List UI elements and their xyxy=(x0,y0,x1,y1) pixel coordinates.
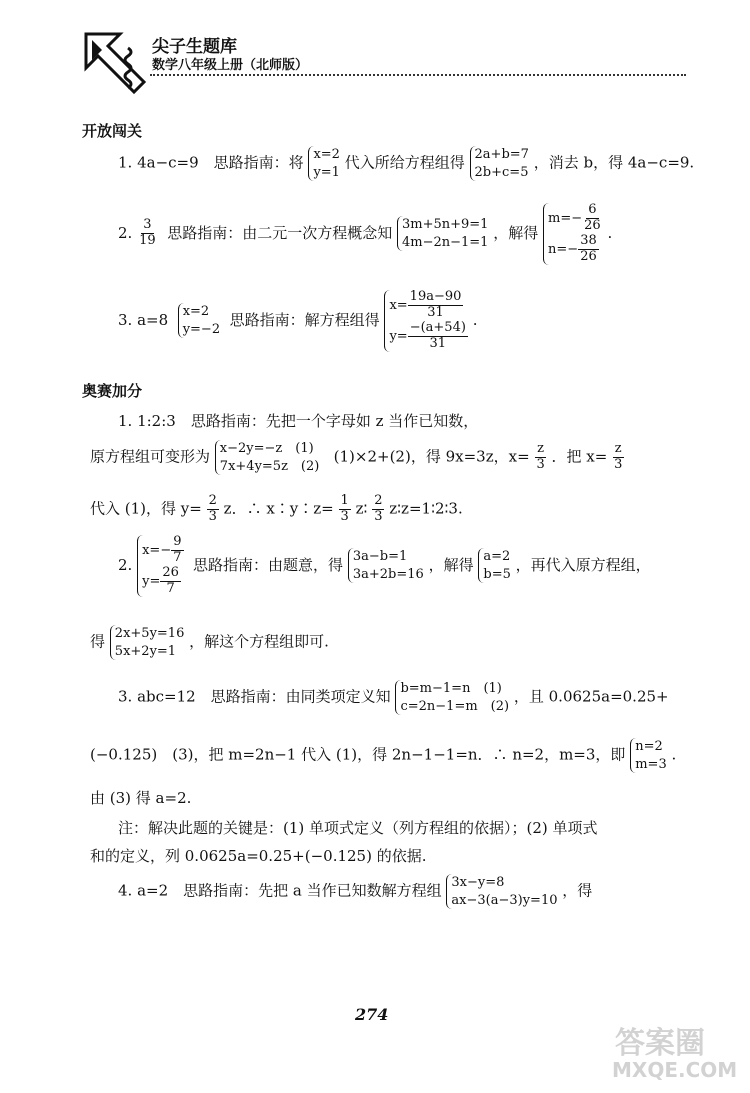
header-divider xyxy=(150,74,686,76)
equation-system: m=− $\frac{6}{26}$ n=− $\frac{38}{26}$ xyxy=(543,203,603,265)
note-line-2: 和的定义，列 0.0625a=0.25+(−0.125) 的依据. xyxy=(90,847,427,865)
equation-system: 2x+5y=16 5x+2y=1 xyxy=(110,625,185,660)
equation-system: a=2 b=5 xyxy=(478,548,511,583)
equation-system: x= $\frac{19a-90}{31}$ y= $\frac{-(a+54)}{31}$ xyxy=(384,290,467,352)
answer-1: 1. 4a−c=9 思路指南：将 x=2 y=1 代入所给方程组得 2a+b=7 2b+c=5 ，消去 b，得 4a−c=9. xyxy=(118,147,695,180)
olympiad-2-cont: 得 2x+5y=16 5x+2y=1 ，解这个方程组即可. xyxy=(90,626,329,659)
section-heading-open: 开放闯关 xyxy=(82,122,143,140)
answer-2: 2. $\frac{3}{19}$ 思路指南：由二元一次方程概念知 3m+5n+9=1 4m−2n−1=1 ，解得 m=− $\frac{6}{26}$ n=− $\frac{38}{26}$ . xyxy=(118,202,613,264)
watermark-url: MXQE.COM xyxy=(612,1058,738,1082)
olympiad-2: 2. x=− $\frac{9}{7}$ y= $\frac{26}{7}$ 思路指南：由题意，得 3a−b=1 3a+2b=16 ，解得 a=2 b=5 ，再代入原方程组， xyxy=(118,534,651,596)
olympiad-3: 3. abc=12 思路指南：由同类项定义知 b=m−1=n (1) c=2n−1=m (2) ，且 0.0625a=0.25+ xyxy=(118,681,669,714)
watermark-logo: 答案圈 xyxy=(615,1026,705,1061)
equation-system: 3x−y=8 ax−3(a−3)y=10 xyxy=(446,874,557,909)
olympiad-3-cont: (−0.125) (3)，把 m=2n−1 代入 (1)，得 2n−1−1=n．∴ n=2，m=3，即 n=2 m=3 . xyxy=(90,739,677,772)
arrow-logo-icon xyxy=(78,28,148,118)
equation-system: x−2y=−z (1) 7x+4y=5z (2) xyxy=(215,440,320,475)
equation-system: 2a+b=7 2b+c=5 xyxy=(470,146,529,181)
olympiad-1-line-2: 原方程组可变形为 x−2y=−z (1) 7x+4y=5z (2) (1)×2+(2)，得 9x=3z，x= $\frac{z}{3}$ ．把 x= $\frac{z}{3}$ xyxy=(90,441,623,474)
olympiad-1-line-1: 1. 1:2:3 思路指南：先把一个字母如 z 当作已知数， xyxy=(118,412,479,430)
equation-system: x=2 y=−2 xyxy=(178,303,220,338)
olympiad-1-line-3: 代入 (1)，得 y= $\frac{2}{3}$ z．∴ x∶y∶z= $\frac{1}{3}$ z∶ $\frac{2}{3}$ z∶z=1∶2∶3. xyxy=(90,493,463,524)
page-number: 274 xyxy=(355,1005,389,1024)
book-title: 尖子生题库 xyxy=(152,37,237,57)
olympiad-3-result: 由 (3) 得 a=2. xyxy=(90,789,192,807)
equation-system: 3a−b=1 3a+2b=16 xyxy=(348,548,424,583)
equation-system: x=2 y=1 xyxy=(308,146,340,181)
book-subtitle: 数学八年级上册（北师版） xyxy=(152,58,309,73)
equation-system: n=2 m=3 xyxy=(630,738,667,773)
fraction: $\frac{3}{19}$ xyxy=(139,217,156,249)
equation-system: x=− $\frac{9}{7}$ y= $\frac{26}{7}$ xyxy=(137,535,183,597)
answer-3: 3. a=8 x=2 y=−2 思路指南：解方程组得 x= $\frac{19a-90}{31}$ y= $\frac{-(a+54)}{31}$ . xyxy=(118,289,478,351)
section-heading-olympiad: 奥赛加分 xyxy=(82,382,143,400)
note-line-1: 注：解决此题的关键是：(1) 单项式定义（列方程组的依据）；(2) 单项式 xyxy=(118,819,598,837)
equation-system: b=m−1=n (1) c=2n−1=m (2) xyxy=(395,680,509,715)
olympiad-4: 4. a=2 思路指南：先把 a 当作已知数解方程组 3x−y=8 ax−3(a−3)y=10 ，得 xyxy=(118,875,593,908)
equation-system: 3m+5n+9=1 4m−2n−1=1 xyxy=(397,216,488,251)
